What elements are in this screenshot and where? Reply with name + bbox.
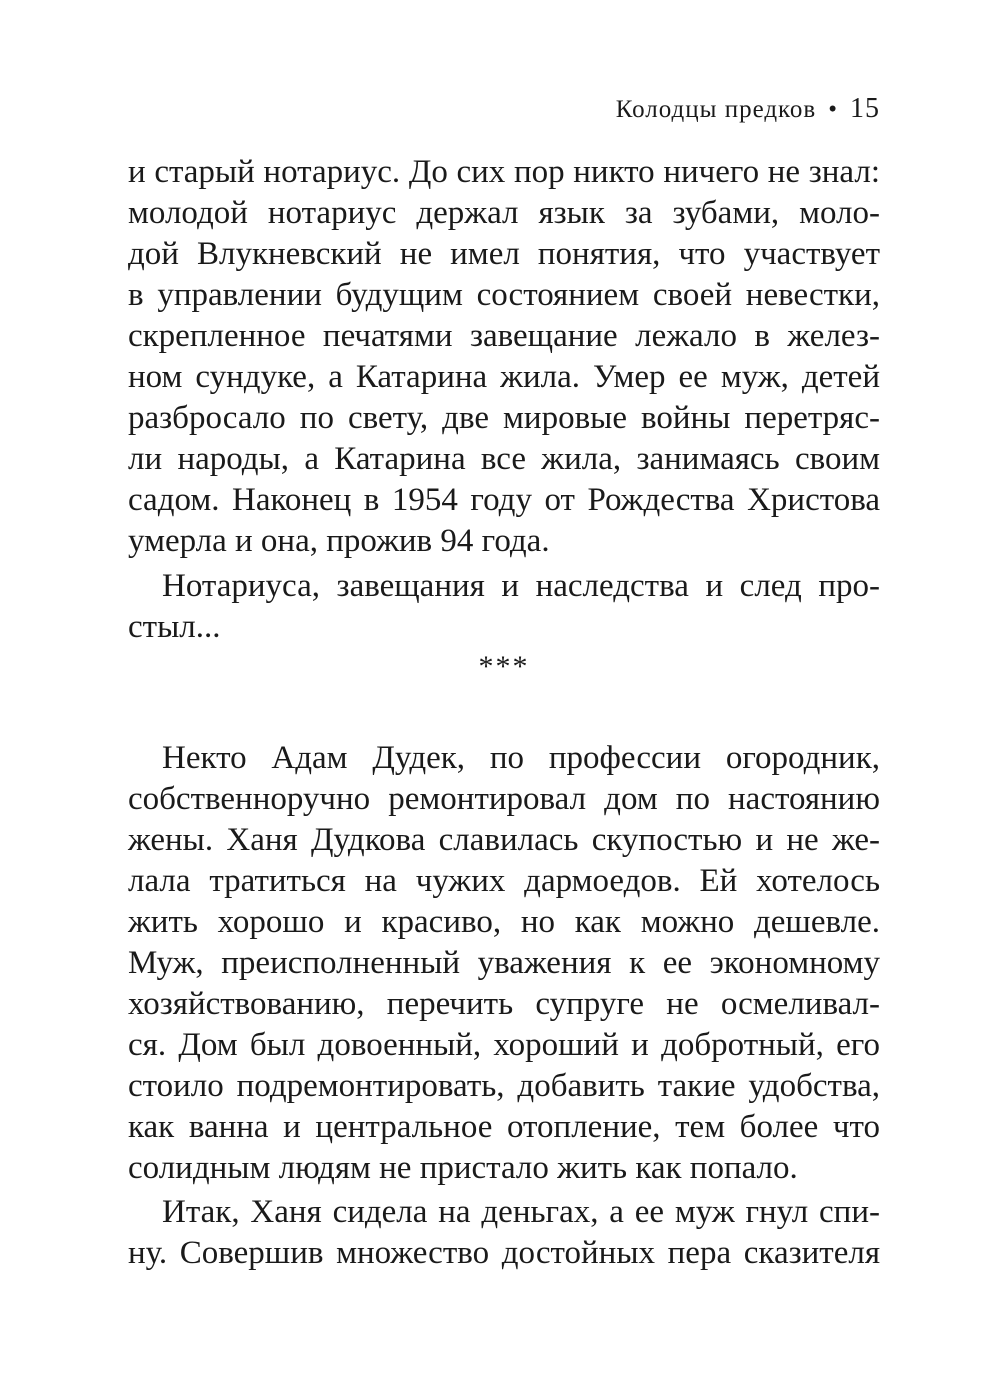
running-header — [128, 92, 880, 127]
text-line: ся. Дом был довоенный, хороший и добротный, его — [128, 1027, 880, 1063]
text-line: жены. Ханя Дудкова славилась скупостью и не же- — [128, 822, 880, 858]
text-line: умерла и она, прожив 94 года. — [128, 523, 550, 559]
text-line: лала тратиться на чужих дармоедов. Ей хотелось — [128, 863, 880, 899]
text-line: садом. Наконец в 1954 году от Рождества Христова — [128, 482, 880, 518]
text-line: хозяйствованию, перечить супруге не осмеливал- — [128, 986, 880, 1022]
text-line: собственноручно ремонтировал дом по настоянию — [128, 781, 880, 817]
text-line: Итак, Ханя сидела на деньгах, а ее муж гнул спи- — [162, 1194, 880, 1230]
text-line: дой Влукневский не имел понятия, что участвует — [128, 236, 880, 272]
text-line: солидным людям не пристало жить как попало. — [128, 1150, 798, 1186]
text-line: ном сундуке, а Катарина жила. Умер ее муж, детей — [128, 359, 880, 395]
text-line: молодой нотариус держал язык за зубами, моло- — [128, 195, 880, 231]
section-separator: *** — [478, 650, 530, 683]
paragraph-4 — [128, 1192, 880, 1274]
text-line: Некто Адам Дудек, по профессии огородник, — [162, 740, 880, 776]
paragraph-2 — [128, 566, 880, 648]
text-line: Нотариуса, завещания и наследства и след про- — [162, 568, 880, 604]
chapter-title: Колодцы предков — [615, 96, 817, 123]
text-line: стыл... — [128, 609, 221, 645]
text-line: разбросало по свету, две мировые войны перетряс- — [128, 400, 880, 436]
header-bullet: • — [828, 96, 838, 123]
text-line: стоило подремонтировать, добавить такие удобства, — [128, 1068, 880, 1104]
paragraph-1 — [128, 152, 880, 562]
page-number: 15 — [850, 93, 880, 124]
text-line: жить хорошо и красиво, но как можно дешевле. — [128, 904, 880, 940]
text-line: в управлении будущим состоянием своей невестки, — [128, 277, 880, 313]
text-line: ли народы, а Катарина все жила, занимаясь своим — [128, 441, 880, 477]
paragraph-3 — [128, 738, 880, 1189]
text-line: как ванна и центральное отопление, тем более что — [128, 1109, 880, 1145]
text-line: ну. Совершив множество достойных пера сказителя — [128, 1235, 880, 1271]
text-line: скрепленное печатями завещание лежало в желез- — [128, 318, 880, 354]
text-line: Муж, преисполненный уважения к ее экономному — [128, 945, 880, 981]
text-line: и старый нотариус. До сих пор никто ничего не знал: — [128, 154, 880, 190]
